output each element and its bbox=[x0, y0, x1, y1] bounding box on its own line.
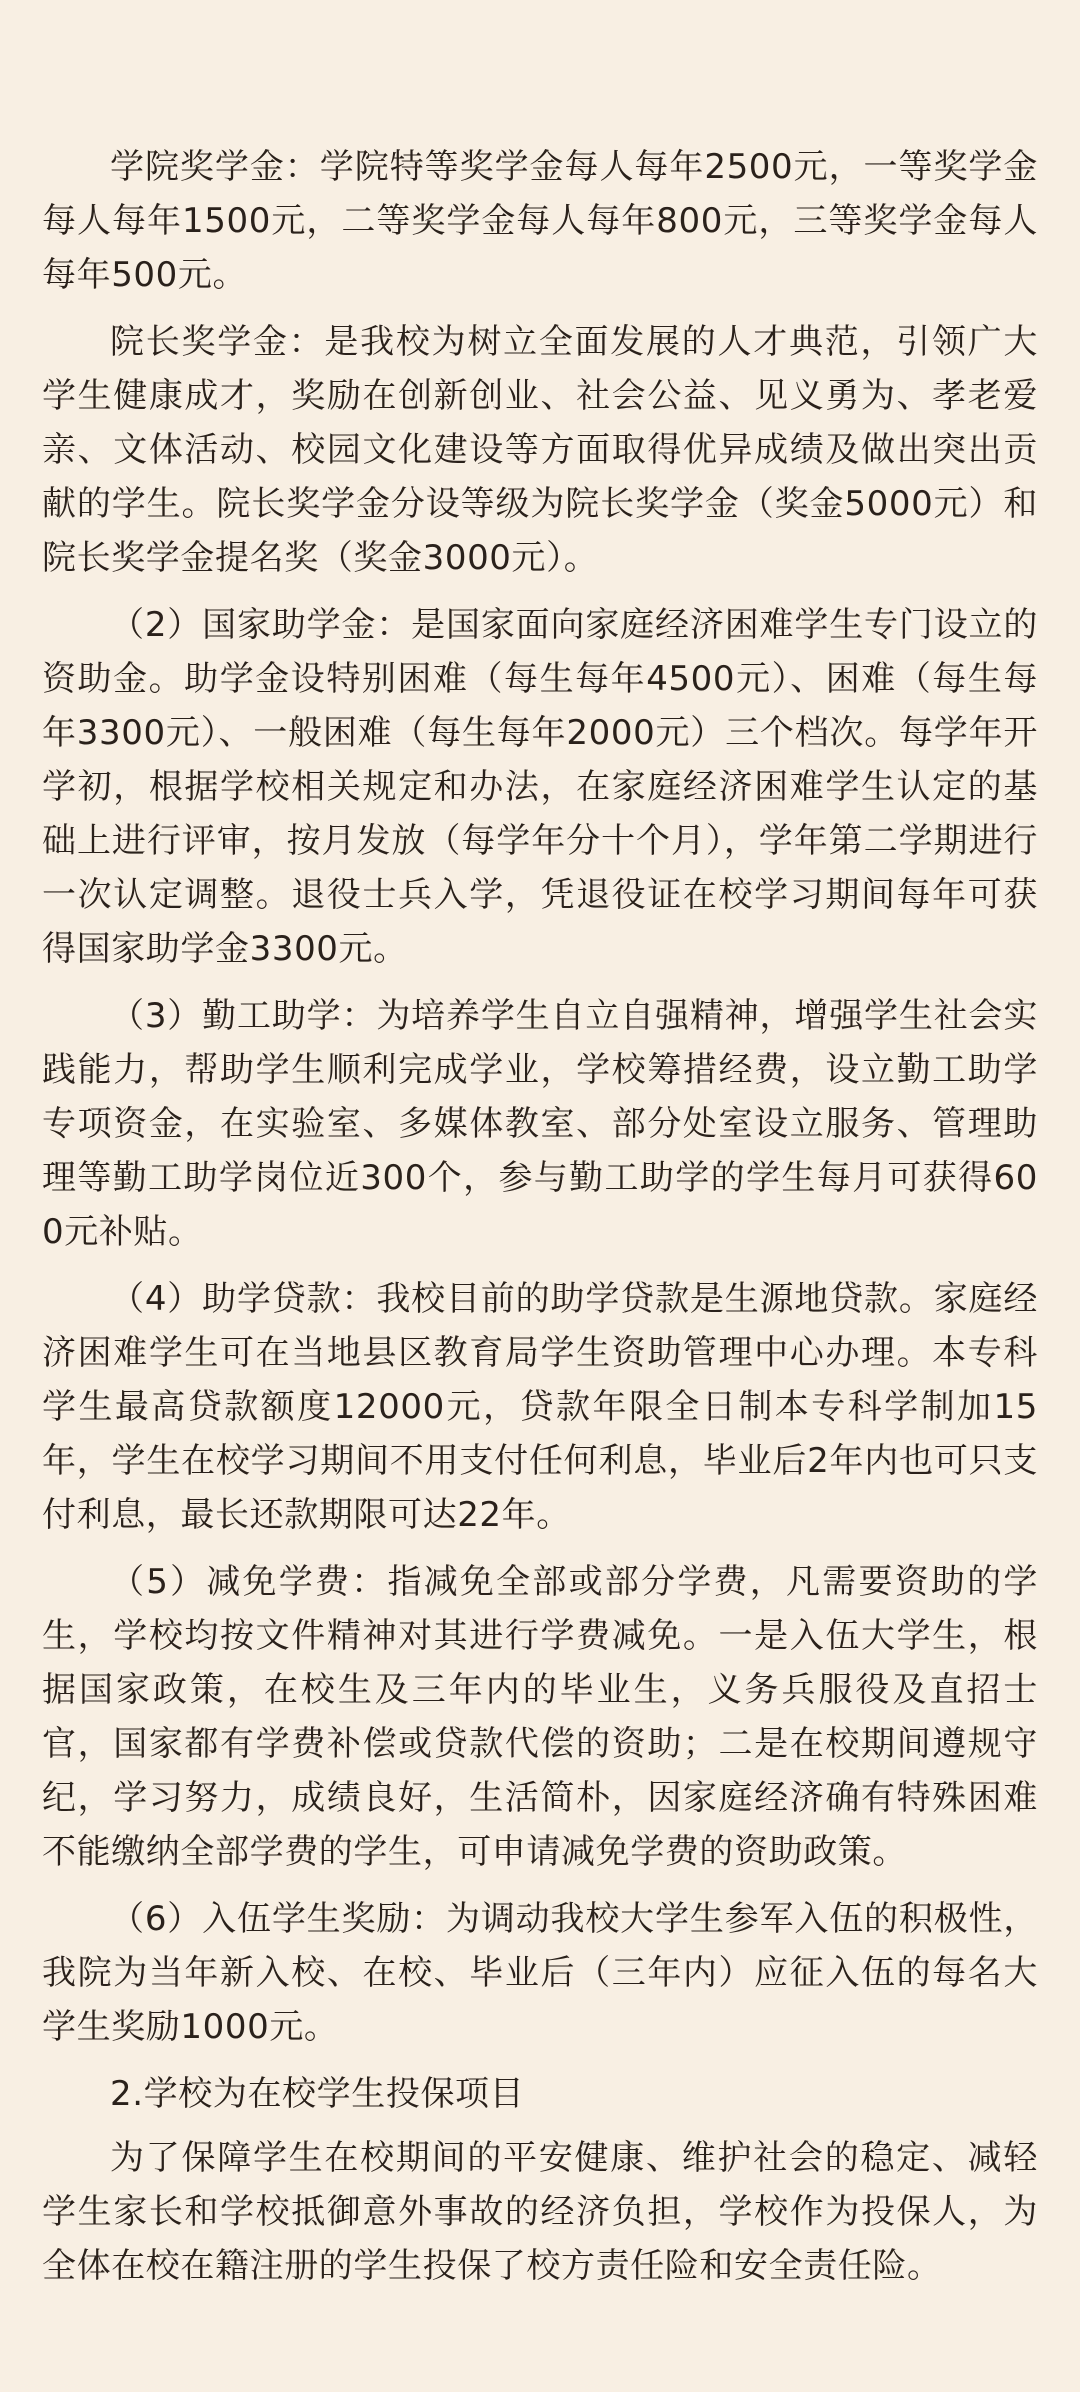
paragraph-national-grant: （2）国家助学金：是国家面向家庭经济困难学生专门设立的资助金。助学金设特别困难（每生每年4500元）、困难（每生每年3300元）、一般困难（每生每年2000元）三个档次。每学年开学初，根据学校相关规定和办法，在家庭经济困难学生认定的基础上进行评审，按月发放（每学年分十个月），学年第二学期进行一次认定调整。退役士兵入学，凭退役证在校学习期间每年可获得国家助学金3300元。 bbox=[42, 605, 1038, 969]
paragraph-enlistment-reward: （6）入伍学生奖励：为调动我校大学生参军入伍的积极性，我院为当年新入校、在校、毕业后（三年内）应征入伍的每名大学生奖励1000元。 bbox=[42, 1899, 1038, 2047]
section-heading: 2.学校为在校学生投保项目 bbox=[110, 2074, 525, 2114]
paragraph-work-study: （3）勤工助学：为培养学生自立自强精神，增强学生社会实践能力，帮助学生顺利完成学业，学校筹措经费，设立勤工助学专项资金，在实验室、多媒体教室、部分处室设立服务、管理助理等勤工助学岗位近300个，参与勤工助学的学生每月可获得600元补贴。 bbox=[42, 996, 1038, 1252]
paragraph-tuition-waiver: （5）减免学费：指减免全部或部分学费，凡需要资助的学生，学校均按文件精神对其进行学费减免。一是入伍大学生，根据国家政策，在校生及三年内的毕业生，义务兵服役及直招士官，国家都有学费补偿或贷款代偿的资助；二是在校期间遵规守纪，学习努力，成绩良好，生活简朴，因家庭经济确有特殊困难不能缴纳全部学费的学生，可申请减免学费的资助政策。 bbox=[42, 1562, 1038, 1872]
paragraph-president-scholarship: 院长奖学金：是我校为树立全面发展的人才典范，引领广大学生健康成才，奖励在创新创业、社会公益、见义勇为、孝老爱亲、文体活动、校园文化建设等方面取得优异成绩及做出突出贡献的学生。院长奖学金分设等级为院长奖学金（奖金5000元）和院长奖学金提名奖（奖金3000元）。 bbox=[42, 322, 1038, 578]
paragraph-student-loan: （4）助学贷款：我校目前的助学贷款是生源地贷款。家庭经济困难学生可在当地县区教育局学生资助管理中心办理。本专科学生最高贷款额度12000元，贷款年限全日制本专科学制加15年，学生在校学习期间不用支付任何利息，毕业后2年内也可只支付利息，最长还款期限可达22年。 bbox=[42, 1279, 1038, 1535]
paragraph-insurance: 为了保障学生在校期间的平安健康、维护社会的稳定、减轻学生家长和学校抵御意外事故的经济负担，学校作为投保人，为全体在校在籍注册的学生投保了校方责任险和安全责任险。 bbox=[42, 2138, 1038, 2286]
paragraph-college-scholarship: 学院奖学金：学院特等奖学金每人每年2500元，一等奖学金每人每年1500元，二等奖学金每人每年800元，三等奖学金每人每年500元。 bbox=[42, 147, 1038, 295]
